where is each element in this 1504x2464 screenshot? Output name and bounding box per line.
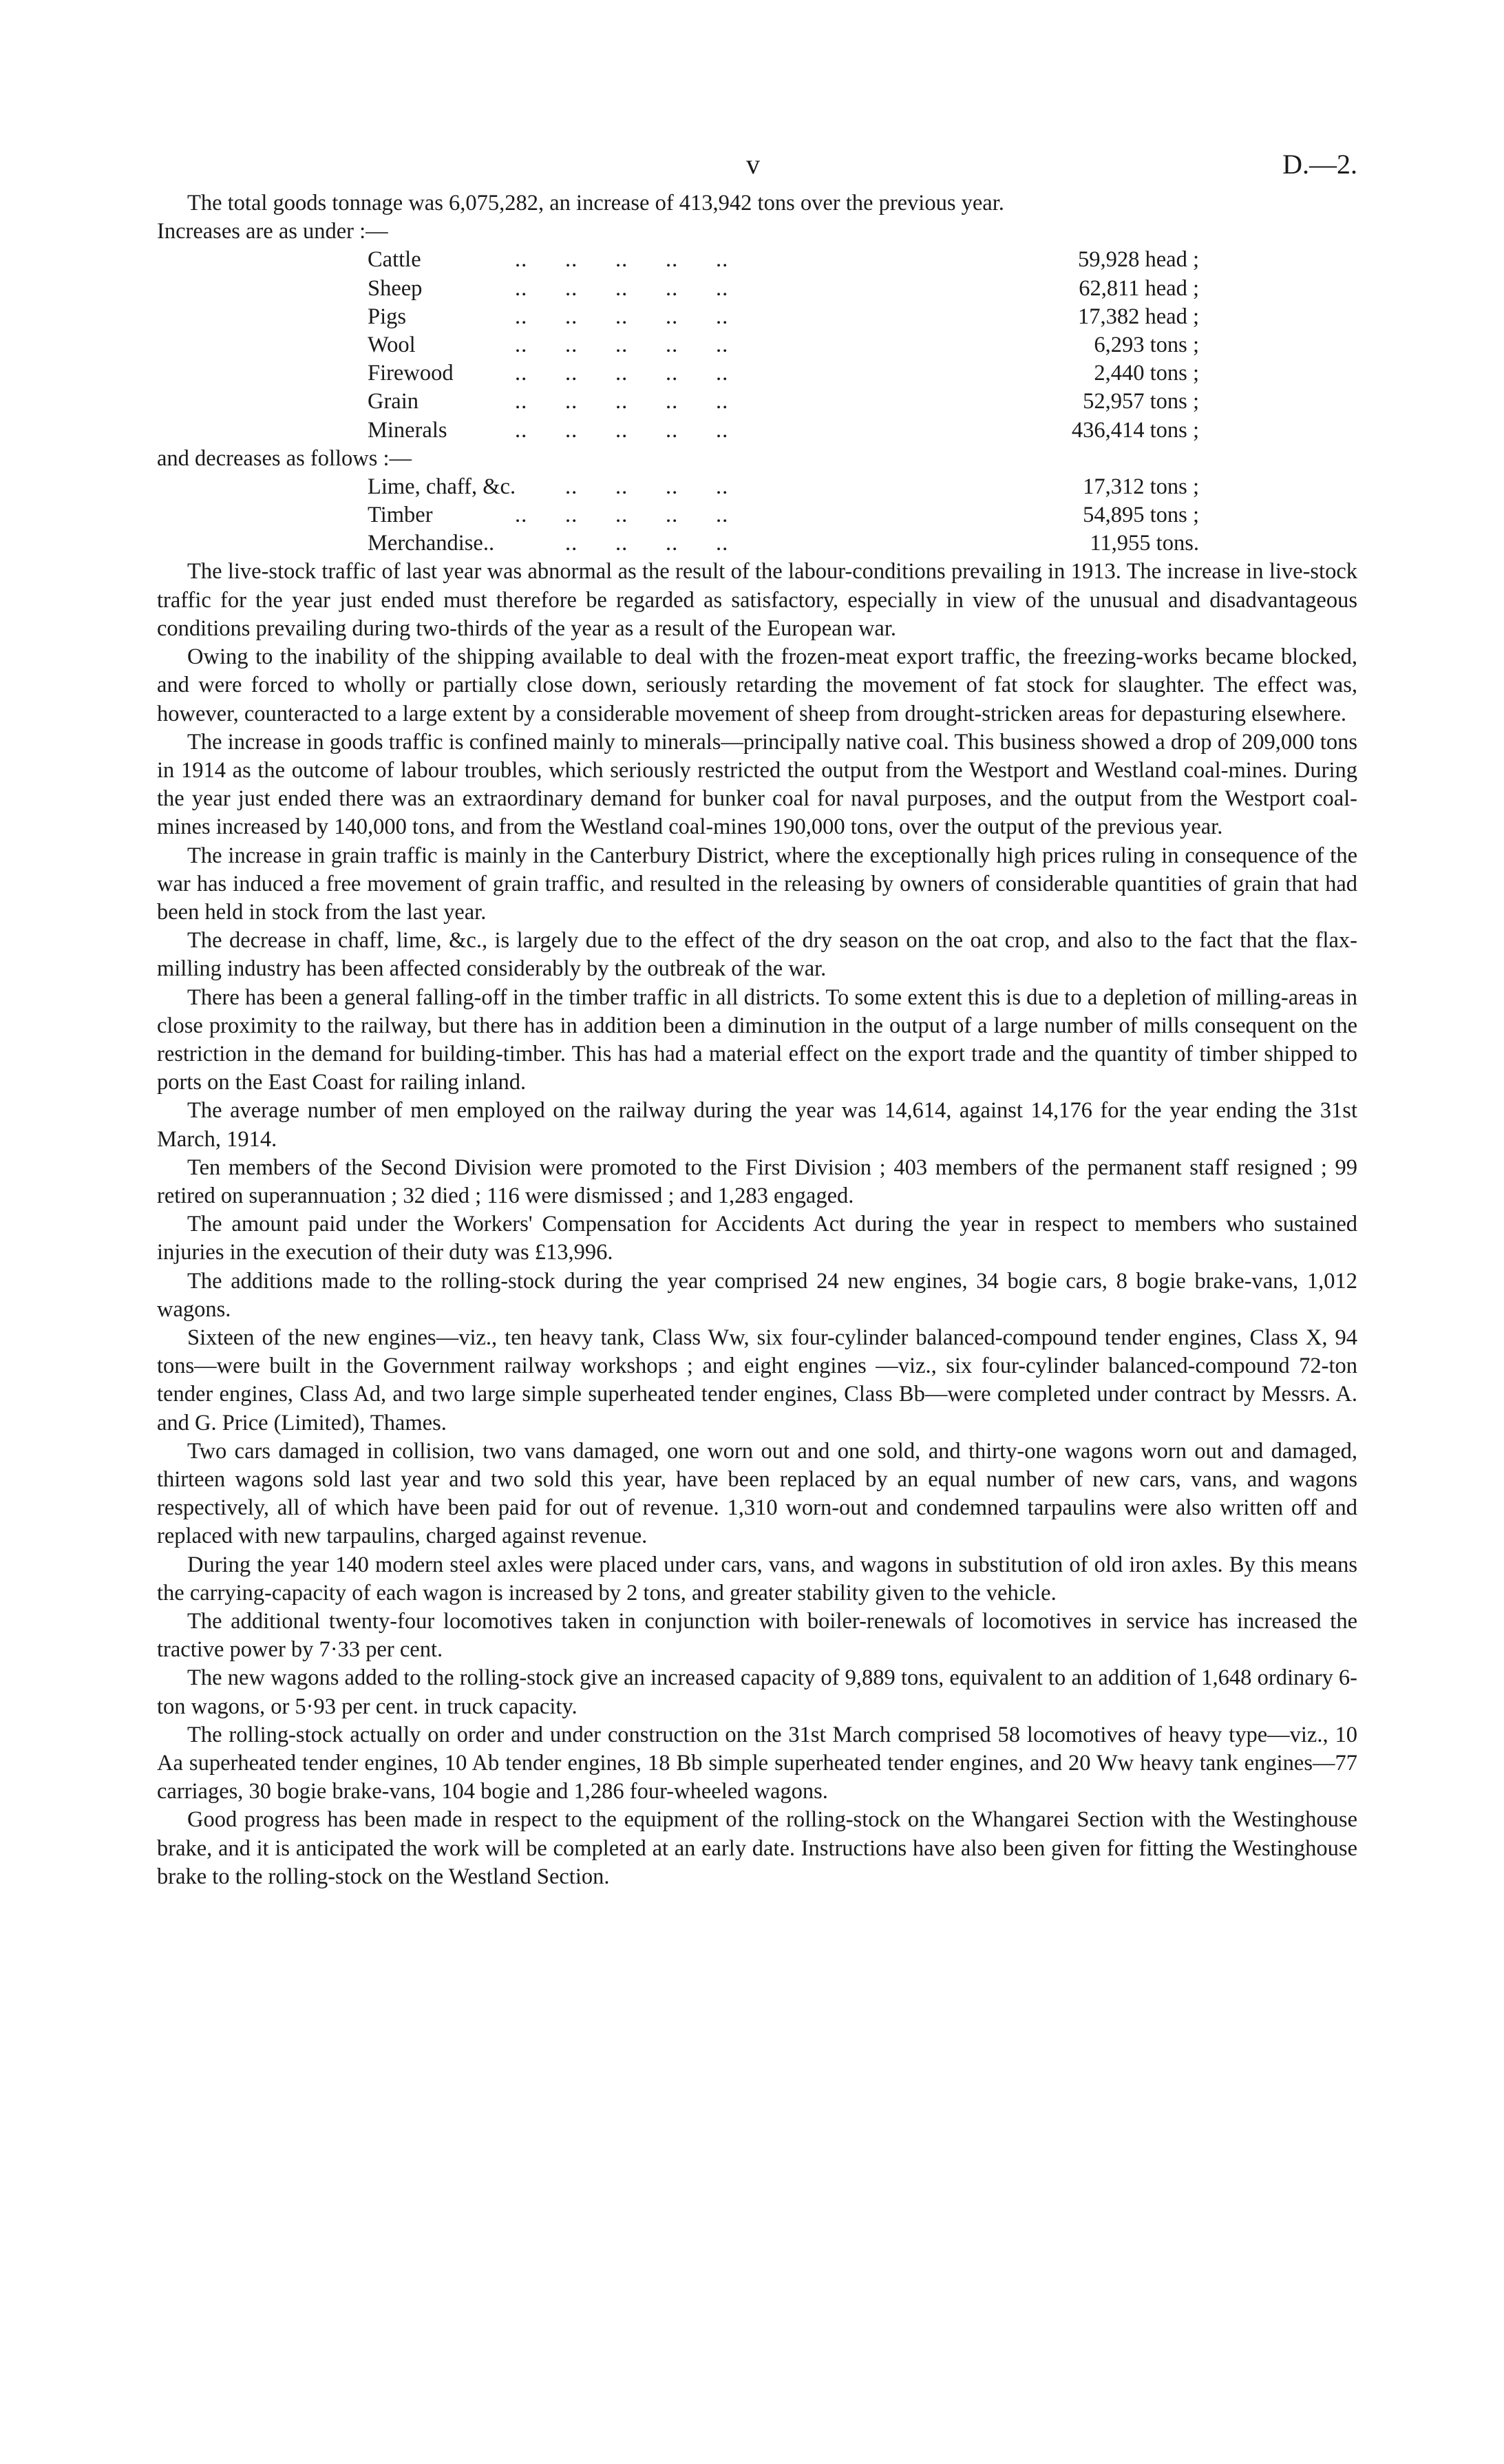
paragraph-staff-changes: Ten members of the Second Division were promoted to the First Division ; 403 members of the permanent staff resigned ; 99 retired on superannuation ; 32 died ; 116 were dismissed ; and 1,283 engaged.	[157, 1155, 1357, 1208]
intro-line: The total goods tonnage was 6,075,282, an increase of 413,942 tons over the previous year.	[187, 191, 1004, 215]
table-row	[157, 501, 1357, 529]
decreases-heading: and decreases as follows :—	[157, 445, 412, 471]
document-reference: D.—2.	[1282, 149, 1357, 180]
paragraph-minerals: The increase in goods traffic is confined mainly to minerals—principally native coal. This business showed a drop of 209,000 tons in 1914 as the outcome of labour troubles, which seriously restricted the output from the Westport and Westland coal-mines. During the year just ended there was an extraordinary demand for bunker coal for naval purposes, and the output from the Westport coal-mines increased by 140,000 tons, and from the Westland coal-mines 190,000 tons, over the output of the previous year.	[157, 729, 1357, 840]
paragraph-on-order: The rolling-stock actually on order and under construction on the 31st March comprised 58 locomotives of heavy type—viz., 10 Aa superheated tender engines, 10 Ab tender engines, 18 Bb simple superheated tender engines, and 20 Ww heavy tank engines—77 carriages, 30 bogie brake-vans, 104 bogie and 1,286 four-wheeled wagons.	[157, 1722, 1357, 1804]
row-value: 436,414 tons ;	[1071, 417, 1199, 443]
row-leader: .. .. .. ..	[515, 474, 729, 499]
row-item: Sheep	[368, 275, 423, 301]
paragraph-new-engines: Sixteen of the new engines—viz., ten heavy tank, Class Ww, six four-cylinder balanced-compound tender engines, Class X, 94 tons—were built in the Government railway workshops ; and eight engines —viz., six four-cylinder balanced-compound 72-ton tender engines, Class Ad, and two large simple superheated tender engines, Class Bb—were completed under contract by Messrs. A. and G. Price (Limited), Thames.	[157, 1325, 1357, 1435]
paragraph-tractive-power: The additional twenty-four locomotives taken in conjunction with boiler-renewals of locomotives in service has increased the tractive power by 7·33 per cent.	[157, 1609, 1357, 1663]
page-header	[157, 141, 1357, 189]
decreases-table	[157, 473, 1357, 558]
row-value: 2,440 tons ;	[1094, 361, 1199, 386]
increases-heading: Increases are as under :—	[157, 219, 388, 244]
paragraph-frozen-meat: Owing to the inability of the shipping available to deal with the frozen-meat export traffic, the freezing-works became blocked, and were forced to wholly or partially close down, seriously retarding the movement of fat stock for slaughter. The effect was, however, counteracted to a large extent by a considerable movement of sheep from drought-stricken areas for depasturing elsewhere.	[157, 644, 1357, 726]
row-leader: .. .. .. .. ..	[515, 304, 729, 329]
document-page	[157, 141, 1357, 1891]
page-number: v	[746, 149, 760, 180]
row-item: Firewood	[368, 361, 454, 386]
paragraph-replacements: Two cars damaged in collision, two vans damaged, one worn out and one sold, and thirty-one wagons worn out and damaged, thirteen wagons sold last year and two sold this year, have been replaced by an equal number of new cars, vans, and wagons respectively, all of which have been paid for out of revenue. 1,310 worn-out and condemned tarpaulins were also written off and replaced with new tarpaulins, charged against revenue.	[157, 1438, 1357, 1549]
table-row	[157, 359, 1357, 388]
row-item: Cattle	[368, 247, 421, 273]
row-leader: .. .. .. .. ..	[515, 503, 729, 528]
paragraph-chaff: The decrease in chaff, lime, &c., is largely due to the effect of the dry season on the oat crop, and also to the fact that the flax-milling industry has been affected considerably by the outbreak of the war.	[157, 928, 1357, 982]
row-leader: .. .. .. .. ..	[515, 275, 729, 301]
row-leader: .. .. .. .. ..	[515, 247, 729, 273]
paragraph-rolling-stock-additions: The additions made to the rolling-stock during the year comprised 24 new engines, 34 bogie cars, 8 bogie brake-vans, 1,012 wagons.	[157, 1268, 1357, 1322]
paragraph-westinghouse-brake: Good progress has been made in respect to the equipment of the rolling-stock on the Whangarei Section with the Westinghouse brake, and it is anticipated the work will be completed at an early date. Instructions have also been given for fitting the Westinghouse brake to the rolling-stock on the Westland Section.	[157, 1807, 1357, 1889]
row-item: Wool	[368, 332, 416, 357]
body-text	[157, 189, 1357, 1891]
paragraph-compensation: The amount paid under the Workers' Compensation for Accidents Act during the year in respect to members who sustained injuries in the execution of their duty was £13,996.	[157, 1212, 1357, 1265]
row-leader: .. .. .. .. ..	[515, 332, 729, 357]
table-row	[157, 275, 1357, 303]
table-row	[157, 303, 1357, 331]
row-leader: .. .. .. ..	[515, 531, 729, 556]
row-item: Grain	[368, 389, 419, 414]
row-item: Pigs	[368, 304, 407, 329]
paragraph-grain: The increase in grain traffic is mainly in the Canterbury District, where the exceptionally high prices ruling in consequence of the war has induced a free movement of grain traffic, and resulted in the releasing by owners of considerable quantities of grain that had been held in stock from the last year.	[157, 843, 1357, 925]
row-value: 52,957 tons ;	[1083, 389, 1199, 414]
paragraph-timber: There has been a general falling-off in the timber traffic in all districts. To some extent this is due to a depletion of milling-areas in close proximity to the railway, but there has in addition been a diminution in the output of a large number of mills consequent on the restriction in the demand for building-timber. This has had a material effect on the export trade and the quantity of timber shipped to ports on the East Coast for railing inland.	[157, 984, 1357, 1095]
row-value: 6,293 tons ;	[1094, 332, 1199, 357]
row-value: 59,928 head ;	[1077, 247, 1199, 273]
table-row	[157, 417, 1357, 445]
row-value: 62,811 head ;	[1079, 275, 1199, 301]
row-leader: .. .. .. .. ..	[515, 417, 729, 443]
row-item: Merchandise..	[368, 531, 495, 556]
paragraph-axles: During the year 140 modern steel axles were placed under cars, vans, and wagons in substitution of old iron axles. By this means the carrying-capacity of each wagon is increased by 2 tons, and greater stability given to the vehicle.	[157, 1552, 1357, 1605]
table-row	[157, 529, 1357, 558]
table-row	[157, 331, 1357, 359]
row-leader: .. .. .. .. ..	[515, 361, 729, 386]
paragraph-employees: The average number of men employed on the railway during the year was 14,614, against 14,176 for the year ending the 31st March, 1914.	[157, 1098, 1357, 1152]
table-row	[157, 388, 1357, 416]
row-leader: .. .. .. .. ..	[515, 389, 729, 414]
table-row	[157, 246, 1357, 274]
row-value: 54,895 tons ;	[1083, 503, 1199, 528]
row-item: Lime, chaff, &c.	[368, 474, 516, 499]
row-item: Timber	[368, 503, 433, 528]
row-value: 17,312 tons ;	[1083, 474, 1199, 499]
table-row	[157, 473, 1357, 501]
paragraph-wagon-capacity: The new wagons added to the rolling-stock give an increased capacity of 9,889 tons, equivalent to an addition of 1,648 ordinary 6-ton wagons, or 5·93 per cent. in truck capacity.	[157, 1665, 1357, 1719]
row-item: Minerals	[368, 417, 447, 443]
paragraph-livestock: The live-stock traffic of last year was abnormal as the result of the labour-conditions prevailing in 1913. The increase in live-stock traffic for the year just ended must therefore be regarded as satisfactory, especially in view of the unusual and disadvantageous conditions prevailing during two-thirds of the year as a result of the European war.	[157, 559, 1357, 641]
increases-table	[157, 246, 1357, 444]
row-value: 17,382 head ;	[1077, 304, 1199, 329]
row-value: 11,955 tons.	[1090, 531, 1199, 556]
